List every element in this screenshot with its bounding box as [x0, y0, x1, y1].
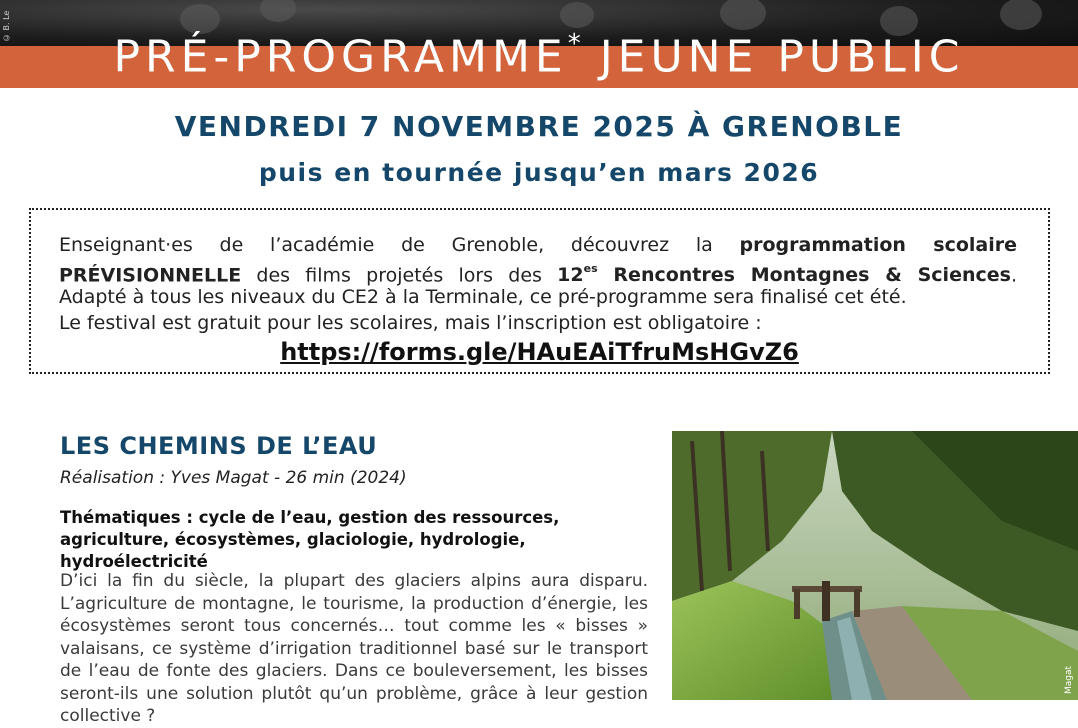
info-line-2-end: . [1010, 264, 1017, 287]
page-title-rest: JEUNE PUBLIC [580, 31, 965, 83]
registration-link[interactable]: https://forms.gle/HAuEAiTfruMsHGvZ6 [280, 338, 799, 366]
film-title: LES CHEMINS DE L’EAU [60, 432, 378, 460]
info-line-2-text: des films projetés lors des [256, 264, 542, 287]
info-line-1-bold: programmation scolaire [739, 234, 1017, 256]
header-photo-credit: © B. Le [2, 10, 11, 42]
film-synopsis: D’ici la fin du siècle, la plupart des glaciers alpins aura disparu. L’agriculture de montagne, le tourisme, la production d’énergie, les écosystèmes seront tous concernés… tout comme les « bisses » valaisans, ce système d’irrigation traditionnel basé sur le transport de l’eau de fonte des glaciers. Dans ce bouleversement, les bisses seront-ils une solution plutôt qu’un problème, grâce à leur gestion collective ? [60, 571, 648, 726]
info-line-1 [59, 232, 1017, 258]
event-name: Rencontres Montagnes & Sciences [613, 264, 1011, 287]
event-tour: puis en tournée jusqu’en mars 2026 [258, 158, 820, 187]
edition-suffix: es [583, 262, 598, 275]
irrigation-channel-image [672, 431, 1078, 700]
page-title [0, 18, 1078, 88]
edition-number: 12 [557, 264, 584, 287]
info-line-4: Le festival est gratuit pour les scolaires, mais l’inscription est obligatoire : [59, 312, 762, 334]
film-photo [672, 431, 1078, 700]
event-date: VENDREDI 7 NOVEMBRE 2025 À GRENOBLE [174, 110, 904, 143]
film-photo-credit: Magat [1064, 665, 1074, 694]
info-line-2-bold: PRÉVISIONNELLE [59, 264, 242, 287]
info-line-3: Adapté à tous les niveaux du CE2 à la Terminale, ce pré-programme sera finalisé cet été. [59, 286, 907, 308]
page-title-main: PRÉ-PROGRAMME [113, 31, 568, 83]
info-box [29, 208, 1050, 374]
film-themes: Thématiques : cycle de l’eau, gestion des ressources, agriculture, écosystèmes, glaciologie, hydrologie, hydroélectricité [60, 508, 560, 571]
page-title-asterisk: * [567, 29, 581, 59]
film-credit: Réalisation : Yves Magat - 26 min (2024) [60, 468, 407, 488]
info-line-1-text: Enseignant·es de l’académie de Grenoble, découvrez la [59, 234, 713, 256]
